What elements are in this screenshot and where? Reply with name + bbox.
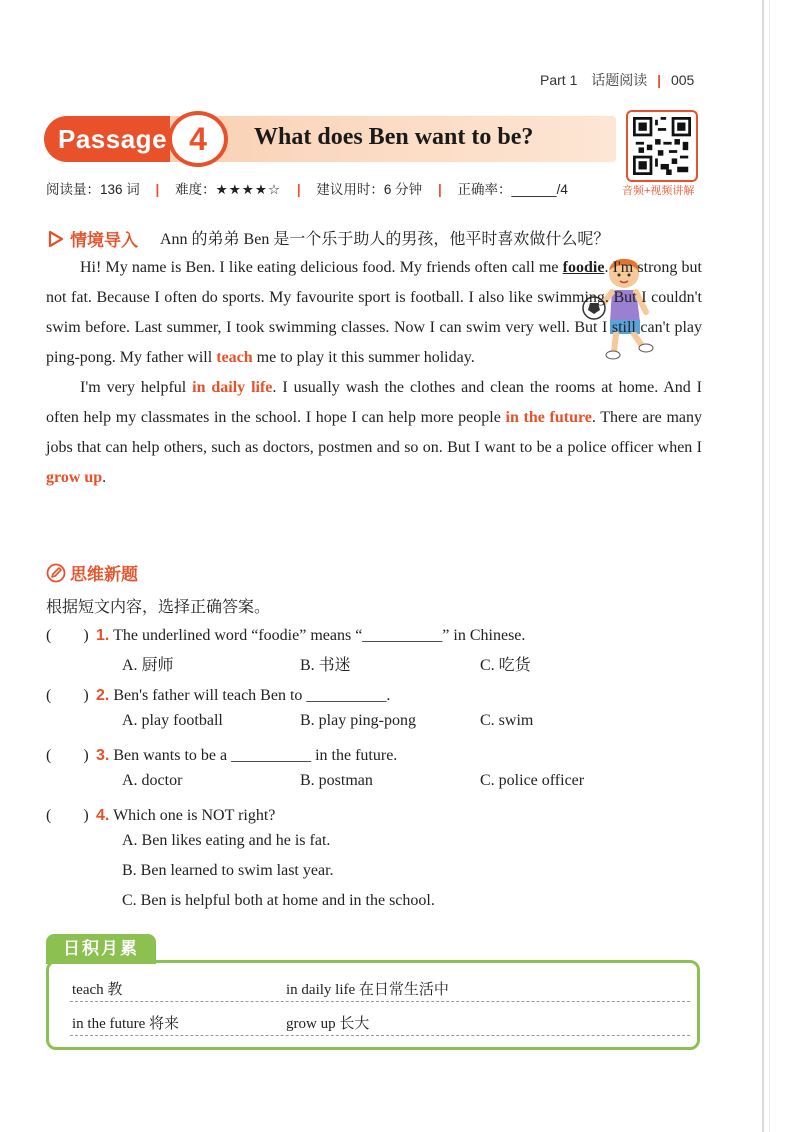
page-number: 005 bbox=[670, 72, 695, 88]
passage-text: . There are many jobs that can help others, such as doctors, postmen and so on. But I want to be a police officer when I bbox=[46, 409, 702, 456]
option-a[interactable]: A. doctor bbox=[122, 772, 183, 789]
keyword-grow-up: grow up bbox=[46, 469, 103, 486]
header-section: 话题阅读 bbox=[591, 72, 648, 88]
question-text: Which one is NOT right? bbox=[113, 807, 276, 824]
play-arrow-icon bbox=[46, 229, 66, 249]
intro-label: 情境导入 bbox=[70, 231, 138, 250]
question-2 bbox=[46, 682, 390, 705]
keyword-in-daily-life: in daily life bbox=[192, 379, 273, 396]
question-number: 4. bbox=[96, 807, 110, 824]
reading-meta bbox=[46, 178, 568, 198]
pencil-circle-icon bbox=[46, 563, 66, 583]
difficulty-label: 难度： bbox=[175, 182, 216, 197]
intro-heading bbox=[46, 226, 138, 251]
intro-text: Ann 的弟弟 Ben 是一个乐于助人的男孩，他平时喜欢做什么呢？ bbox=[160, 231, 610, 248]
suggested-time: 建议用时：6 分钟 bbox=[316, 182, 423, 197]
passage-text: . bbox=[102, 469, 107, 486]
vocab-row bbox=[70, 974, 690, 1002]
paragraph-1 bbox=[46, 253, 702, 373]
answer-blank[interactable]: ( ) bbox=[46, 627, 89, 644]
question-number: 2. bbox=[96, 687, 110, 704]
vocab-item: grow up 长大 bbox=[286, 1016, 370, 1032]
qr-label: 音频+视频讲解 bbox=[622, 185, 695, 197]
page-edge-shadow bbox=[769, 0, 770, 1132]
answer-blank[interactable]: ( ) bbox=[46, 687, 89, 704]
option-a[interactable]: A. Ben likes eating and he is fat. bbox=[122, 832, 331, 849]
vocabulary-label: 日积月累 bbox=[46, 934, 156, 964]
question-4 bbox=[46, 802, 275, 825]
option-b[interactable]: B. Ben learned to swim last year. bbox=[122, 862, 334, 879]
vocab-item: in daily life 在日常生活中 bbox=[286, 982, 449, 998]
thinking-label: 思维新题 bbox=[70, 565, 138, 584]
vocab-row bbox=[70, 1008, 690, 1036]
qr-code-icon bbox=[633, 117, 691, 175]
header-part: Part 1 bbox=[540, 72, 578, 88]
answer-blank[interactable]: ( ) bbox=[46, 807, 89, 824]
accuracy-blank[interactable]: ______ bbox=[511, 182, 557, 197]
vocab-item: teach 教 bbox=[72, 982, 123, 998]
answer-blank[interactable]: ( ) bbox=[46, 747, 89, 764]
passage-title: What does Ben want to be? bbox=[254, 124, 534, 150]
meta-divider: | bbox=[437, 182, 442, 197]
meta-divider: | bbox=[296, 182, 301, 197]
underlined-word-foodie: foodie bbox=[562, 259, 605, 276]
option-a[interactable]: A. play football bbox=[122, 712, 223, 729]
option-c[interactable]: C. police officer bbox=[480, 772, 585, 789]
question-instruction: 根据短文内容，选择正确答案。 bbox=[46, 599, 271, 616]
page-edge bbox=[762, 0, 764, 1132]
question-number: 3. bbox=[96, 747, 110, 764]
option-c[interactable]: C. swim bbox=[480, 712, 534, 729]
option-b[interactable]: B. 书迷 bbox=[300, 657, 351, 674]
option-c[interactable]: C. Ben is helpful both at home and in the school. bbox=[122, 892, 435, 909]
page-header bbox=[540, 70, 694, 90]
option-a[interactable]: A. 厨师 bbox=[122, 657, 174, 674]
paragraph-2 bbox=[46, 373, 702, 493]
passage-label: Passage bbox=[44, 116, 170, 162]
passage-number: 4 bbox=[168, 111, 228, 167]
question-text: Ben wants to be a __________ in the future. bbox=[113, 747, 398, 764]
accuracy-total: /4 bbox=[556, 182, 568, 197]
meta-divider: | bbox=[155, 182, 160, 197]
question-1 bbox=[46, 622, 525, 645]
question-text: Ben's father will teach Ben to __________. bbox=[113, 687, 391, 704]
keyword-teach: teach bbox=[216, 349, 253, 366]
accuracy-label: 正确率： bbox=[457, 182, 512, 197]
question-number: 1. bbox=[96, 627, 110, 644]
vocab-item: in the future 将来 bbox=[72, 1016, 180, 1032]
qr-code[interactable] bbox=[626, 110, 698, 182]
passage-text: I'm very helpful bbox=[80, 379, 193, 396]
passage-text: Hi! My name is Ben. I like eating delicious food. My friends often call me bbox=[80, 259, 563, 276]
passage-text: . I'm strong but not fat. Because I often do sports. My favourite sport is football. I also like swimming. But I couldn't swim before. Last summer, I took swimming classes. Now I can swim very well. But I still can't play ping-pong. My father will bbox=[46, 259, 703, 366]
keyword-in-the-future: in the future bbox=[505, 409, 592, 426]
difficulty-stars: ★★★★☆ bbox=[215, 182, 282, 197]
option-b[interactable]: B. postman bbox=[300, 772, 373, 789]
word-count: 阅读量：136 词 bbox=[46, 182, 140, 197]
passage-text: me to play it this summer holiday. bbox=[252, 349, 475, 366]
thinking-heading bbox=[46, 560, 138, 585]
header-divider: | bbox=[657, 72, 662, 88]
passage-text: . I usually wash the clothes and clean the rooms at home. And I often help my classmates in the school. I hope I can help more people bbox=[46, 379, 703, 426]
option-c[interactable]: C. 吃货 bbox=[480, 657, 531, 674]
passage-body bbox=[46, 253, 702, 493]
question-3 bbox=[46, 742, 397, 765]
option-b[interactable]: B. play ping-pong bbox=[300, 712, 416, 729]
question-text: The underlined word “foodie” means “__________” in Chinese. bbox=[113, 627, 526, 644]
